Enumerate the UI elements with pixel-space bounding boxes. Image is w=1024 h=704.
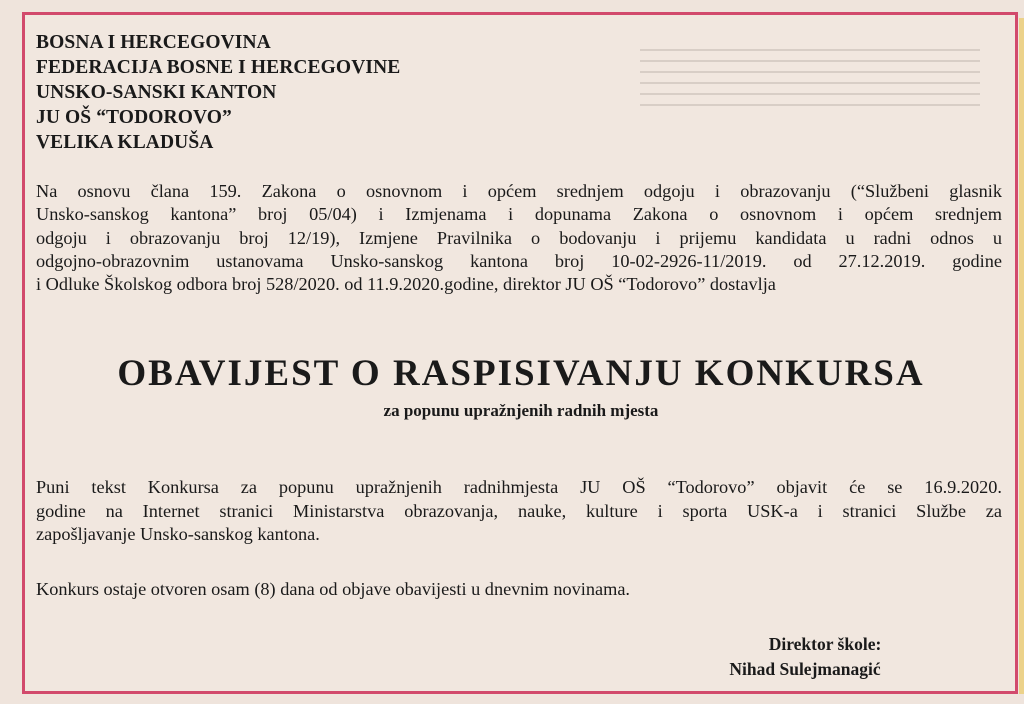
- intro-line: Na osnovu člana 159. Zakona o osnovnom i općem srednjem odgoju i obrazovanju (“Službeni glasnik: [36, 181, 1002, 201]
- intro-line: odgoju i obrazovanju broj 12/19), Izmjene Pravilnika o bodovanju i prijemu kandidata u radni odnos u: [36, 227, 1002, 248]
- header-line-country: BOSNA I HERCEGOVINA: [36, 32, 271, 53]
- body-line: Puni tekst Konkursa za popunu upražnjenih radnihmjesta JU OŠ “Todorovo” objavit će se 16.9.2020.: [36, 477, 1002, 497]
- signature-block: [700, 632, 910, 682]
- header-line-federation: FEDERACIJA BOSNE I HERCEGOVINE: [36, 57, 401, 78]
- body-line: godine na Internet stranici Ministarstva obrazovanja, nauke, kulture i sporta USK-a i stranici Službe za: [36, 500, 1002, 521]
- bleed-through-text: [640, 40, 980, 120]
- header-line-school: JU OŠ “TODOROVO”: [36, 107, 232, 128]
- body-line: zapošljavanje Unsko-sanskog kantona.: [36, 524, 320, 544]
- closing-sentence: Konkurs ostaje otvoren osam (8) dana od objave obavijesti u dnevnim novinama.: [36, 579, 631, 599]
- page-edge-strip: [1019, 18, 1024, 694]
- intro-paragraph: [36, 180, 1002, 296]
- body-paragraph: [36, 476, 1002, 547]
- intro-line: odgojno-obrazovnim ustanovama Unsko-sanskog kantona broj 10-02-2926-11/2019. od 27.12.2019. godine: [36, 250, 1002, 271]
- notice-title: OBAVIJEST O RASPISIVANJU KONKURSA: [117, 353, 925, 394]
- header-line-city: VELIKA KLADUŠA: [36, 132, 214, 153]
- signature-role: Direktor škole:: [768, 634, 882, 654]
- intro-line: i Odluke Školskog odbora broj 528/2020. od 11.9.2020.godine, direktor JU OŠ “Todorovo” dostavlja: [36, 274, 776, 295]
- intro-line: Unsko-sanskog kantona” broj 05/04) i Izmjenama i dopunama Zakona o osnovnom i općem srednjem: [36, 204, 1002, 225]
- institution-header: [36, 30, 400, 155]
- header-line-canton: UNSKO-SANSKI KANTON: [36, 82, 277, 103]
- notice-subtitle: za popunu upražnjenih radnih mjesta: [383, 401, 659, 420]
- signature-name: Nihad Sulejmanagić: [729, 659, 881, 679]
